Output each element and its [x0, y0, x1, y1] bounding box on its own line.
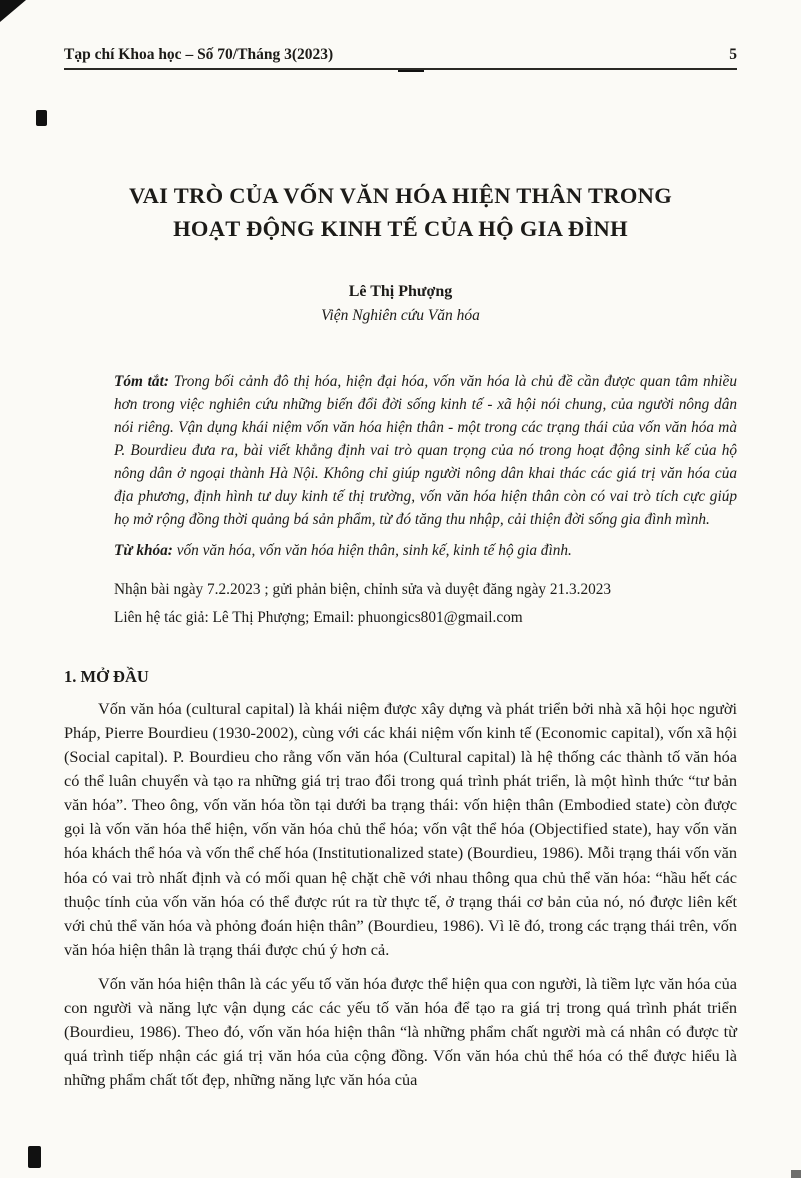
page-content [64, 0, 737, 1093]
keywords [114, 540, 737, 563]
article-title-line2: HOẠT ĐỘNG KINH TẾ CỦA HỘ GIA ĐÌNH [173, 215, 628, 241]
article-title-line1: VAI TRÒ CỦA VỐN VĂN HÓA HIỆN THÂN TRONG [128, 183, 673, 208]
header-rule [64, 68, 737, 70]
section-1-paragraph-2: Vốn văn hóa hiện thân là các yếu tố văn hóa được thể hiện qua con người, là tiềm lực văn hóa của con người và năng lực vận dụng các các yếu tố văn hóa để tạo ra giá trị trong quá trình phát triển (Bourdieu, 1986). Theo đó, vốn văn hóa hiện thân “là những phẩm chất người mà cá nhân có được từ quá trình tiếp nhận các giá trị văn hóa của cộng đồng. Vốn văn hóa chủ thể hóa có thể được hiểu là những phẩm chất tốt đẹp, những năng lực văn hóa của [64, 973, 737, 1090]
author-name: Lê Thị Phượng [348, 283, 453, 301]
journal-title: Tạp chí Khoa học – Số 70/Tháng 3(2023) [64, 46, 334, 63]
abstract [114, 371, 737, 532]
author-affiliation: Viện Nghiên cứu Văn hóa [321, 307, 480, 325]
section-1-paragraph-1: Vốn văn hóa (cultural capital) là khái niệm được xây dựng và phát triển bởi nhà xã hội học người Pháp, Pierre Bourdieu (1930-2002), cùng với các khái niệm vốn kinh tế (Economic capital), vốn xã hội (Social capital). P. Bourdieu cho rằng vốn văn hóa (Cultural capital) là hệ thống các thành tố văn hóa có thể luân chuyển và tạo ra những giá trị trao đổi trong quá trình phát triển, là một hình thức “tư bản văn hóa”. Theo ông, vốn văn hóa tồn tại dưới ba trạng thái: vốn hiện thân (Embodied state) còn được gọi là vốn văn hóa thể hiện, vốn văn hóa chủ thể hóa; vốn vật thể hóa (Objectified state), hay vốn văn hóa khách thể hóa và vốn thể chế hóa (Institutionalized state) (Bourdieu, 1986). Mỗi trạng thái vốn văn hóa có vai trò nhất định và có mối quan hệ chặt chẽ với nhau thông qua chủ thể văn hóa: “hầu hết các thuộc tính của vốn văn hóa có thể được rút ra từ thực tế, ở trạng thái cơ bản của nó, nó được liên kết với chủ thể văn hóa và phỏng đoán hiện thân” (Bourdieu, 1986). Vì lẽ đó, trong các trạng thái trên, vốn văn hóa hiện thân là trạng thái được chú ý hơn cả. [64, 698, 737, 959]
page-header [64, 46, 737, 64]
author-contact: Liên hệ tác giả: Lê Thị Phượng; Email: phuongics801@gmail.com [114, 608, 523, 626]
abstract-text: Trong bối cảnh đô thị hóa, hiện đại hóa, vốn văn hóa là chủ đề cần được quan tâm nhiều hơn trong việc nghiên cứu những biến đổi đời sống kinh tế - xã hội nói chung, của người nông dân nói riêng. Vận dụng khái niệm vốn văn hóa hiện thân - một trong các trạng thái của vốn văn hóa mà P. Bourdieu đưa ra, bài viết khẳng định vai trò quan trọng của nó trong hoạt động sinh kế của hộ nông dân ở ngoại thành Hà Nội. Không chỉ giúp người nông dân khai thác các giá trị văn hóa của địa phương, định hình tư duy kinh tế thị trường, vốn văn hóa hiện thân còn có vai trò tích cực giúp họ mở rộng đồng thời quảng bá sản phẩm, từ đó tăng thu nhập, cải thiện đời sống gia đình mình. [114, 373, 737, 528]
keywords-label: Từ khóa: [114, 541, 173, 559]
article-title [64, 180, 737, 245]
scan-artifact-left-lower [28, 1146, 41, 1168]
scan-artifact-bottom-right [791, 1170, 801, 1178]
scan-artifact-left-upper [36, 110, 47, 126]
keywords-text: vốn văn hóa, vốn văn hóa hiện thân, sinh kế, kinh tế hộ gia đình. [172, 541, 572, 559]
page-number: 5 [729, 46, 737, 63]
section-1-heading: 1. MỞ ĐẦU [64, 666, 149, 686]
abstract-label: Tóm tắt: [114, 373, 169, 391]
scan-artifact-corner [0, 0, 26, 22]
received-dates: Nhận bài ngày 7.2.2023 ; gửi phản biện, chỉnh sửa và duyệt đăng ngày 21.3.2023 [114, 580, 612, 598]
